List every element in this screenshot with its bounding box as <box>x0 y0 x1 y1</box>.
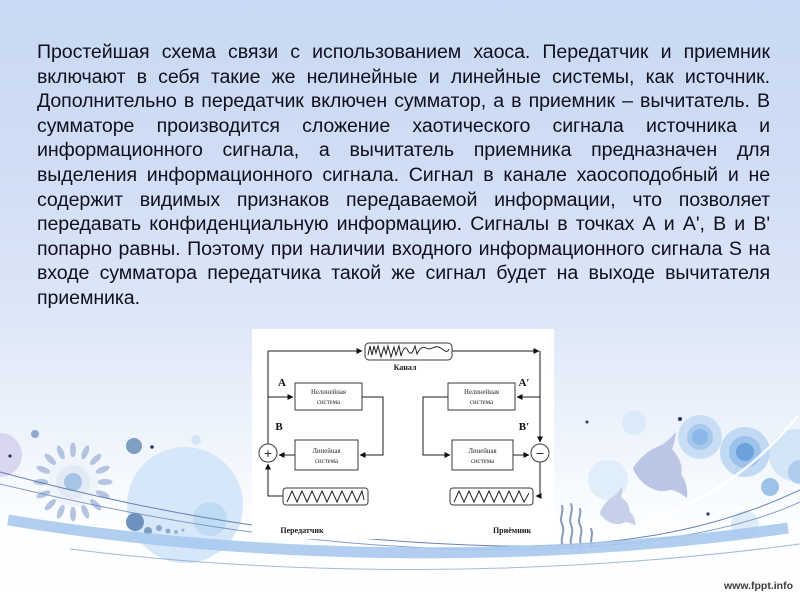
channel-label: Канал <box>393 363 417 372</box>
transmitter-linear-label2: система <box>315 458 338 465</box>
receiver-linear-box <box>452 440 513 470</box>
receiver-label: Приёмник <box>492 526 532 535</box>
transmitter-nonlinear-label: Нелинейная <box>310 389 347 396</box>
point-a-label: A <box>278 377 286 389</box>
sun-burst-icon <box>34 443 113 522</box>
transmitter-linear-box <box>295 440 358 470</box>
receiver-linear-label: Линейная <box>468 448 497 455</box>
communication-scheme-diagram <box>252 329 554 539</box>
receiver-nonlinear-label2: система <box>470 399 493 406</box>
seaweed-icon <box>561 504 592 548</box>
transmitter-nonlinear-label2: система <box>317 399 340 406</box>
transmitter-linear-label: Линейная <box>312 448 341 455</box>
small-fish-icon <box>596 485 636 531</box>
receiver-nonlinear-label: Нелинейная <box>463 389 500 396</box>
summator-symbol: + <box>263 447 273 460</box>
receiver-linear-label2: система <box>471 458 494 465</box>
transmitter-signal-box <box>283 488 368 505</box>
big-fish-icon <box>633 432 687 498</box>
subtractor-symbol: − <box>535 447 545 460</box>
bubble-circles-left <box>0 430 243 563</box>
slide-paragraph: Простейшая схема связи с использованием хаоса. Передатчик и приемник включают в себя такие же нелинейные и линейные системы, как источник. Дополнительно в передатчик включен сумматор, а в приемник – вычитатель. В сумматоре производится сложение хаотического сигнала источника и информационного сигнала, а вычитатель приемника предназначен для выделения информационного сигнала. Сигнал в канале хаосоподобный и не содержит видимых признаков передаваемой информации, что позволяет передавать конфиденциальную информацию. Сигналы в точках А и А', В и В' попарно равны. Поэтому при наличии входного информационного сигнала S на входе сумматора передатчика такой же сигнал будет на выходе вычитателя приемника. <box>37 41 770 309</box>
diagram-connections <box>268 351 540 496</box>
footer-link[interactable]: www.fppt.info <box>723 580 793 592</box>
point-a-prime-label: A′ <box>518 377 530 389</box>
diagram-panel <box>252 329 554 539</box>
transmitter-label: Передатчик <box>280 526 324 535</box>
point-b-label: B <box>275 421 283 433</box>
point-b-prime-label: B′ <box>518 421 530 433</box>
bubble-circles-right <box>586 411 800 539</box>
